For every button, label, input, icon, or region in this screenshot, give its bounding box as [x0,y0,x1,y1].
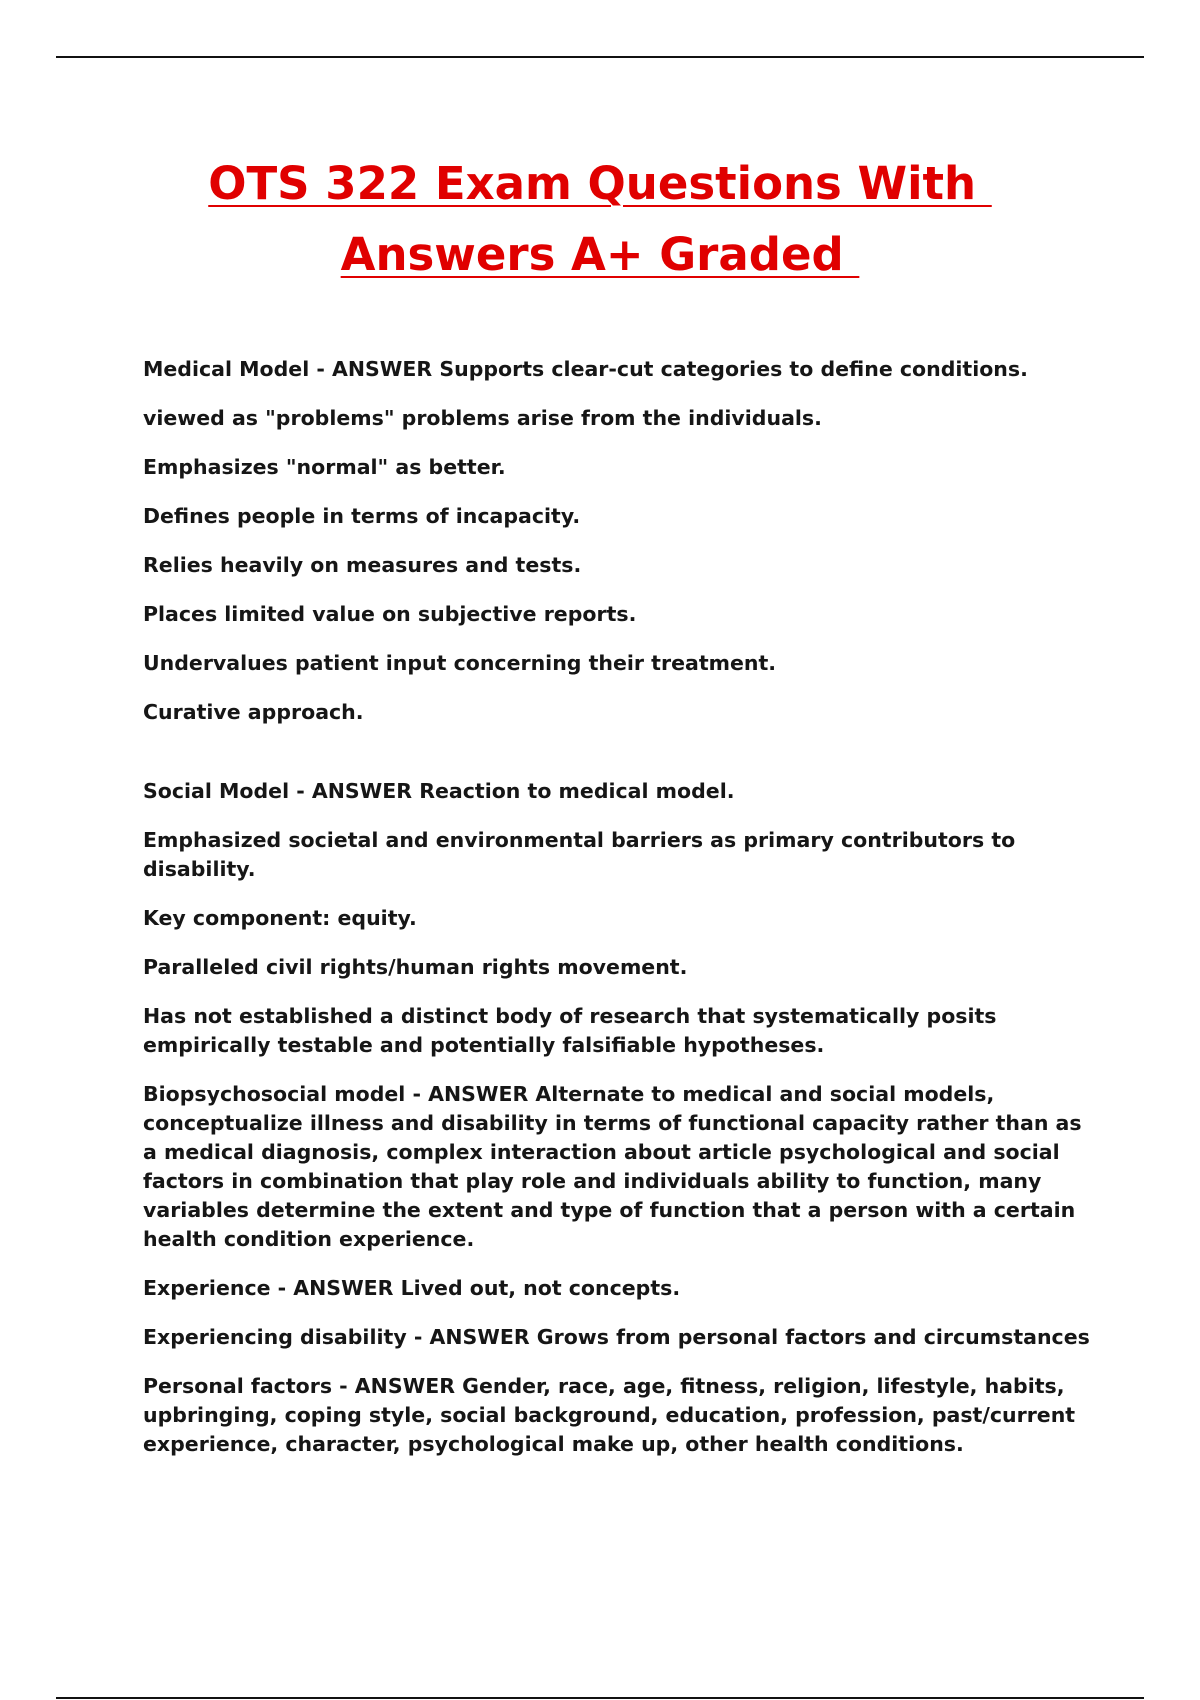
paragraph: Undervalues patient input concerning their treatment. [143,651,777,675]
paragraph: viewed as "problems" problems arise from the individuals. [143,406,822,430]
paragraph: Paralleled civil rights/human rights movement. [143,955,688,979]
paragraph: Personal factors - ANSWER Gender, race, age, fitness, religion, lifestyle, habits, upbringing, coping style, social background, education, profession, past/current experience, character, psychological make up, other health conditions. [143,1374,1076,1456]
paragraph: Experience - ANSWER Lived out, not concepts. [143,1276,681,1300]
paragraph: Emphasizes "normal" as better. [143,455,506,479]
paragraph: Social Model - ANSWER Reaction to medical model. [143,779,735,803]
document-body [143,355,1093,1479]
paragraph: Biopsychosocial model - ANSWER Alternate to medical and social models, conceptualize illness and disability in terms of functional capacity rather than as a medical diagnosis, complex interaction about article psychological and social factors in combination that play role and individuals ability to function, many variables determine the extent and type of function that a person with a certain health condition experience. [143,1082,1082,1251]
bottom-rule [56,1697,1144,1699]
paragraph: Defines people in terms of incapacity. [143,504,581,528]
paragraph: Key component: equity. [143,906,417,930]
top-rule [56,56,1144,58]
paragraph: Relies heavily on measures and tests. [143,553,582,577]
paragraph: Places limited value on subjective reports. [143,602,637,626]
title-line-2: Answers A+ Graded [340,228,860,281]
paragraph: Curative approach. [143,700,364,724]
document-title [0,148,1200,290]
paragraph: Emphasized societal and environmental barriers as primary contributors to disability. [143,828,1016,881]
title-line-1: OTS 322 Exam Questions With [208,157,992,210]
paragraph: Experiencing disability - ANSWER Grows from personal factors and circumstances [143,1325,1090,1349]
paragraph: Medical Model - ANSWER Supports clear-cut categories to define conditions. [143,357,1028,381]
paragraph: Has not established a distinct body of research that systematically posits empirically testable and potentially falsifiable hypotheses. [143,1004,997,1057]
